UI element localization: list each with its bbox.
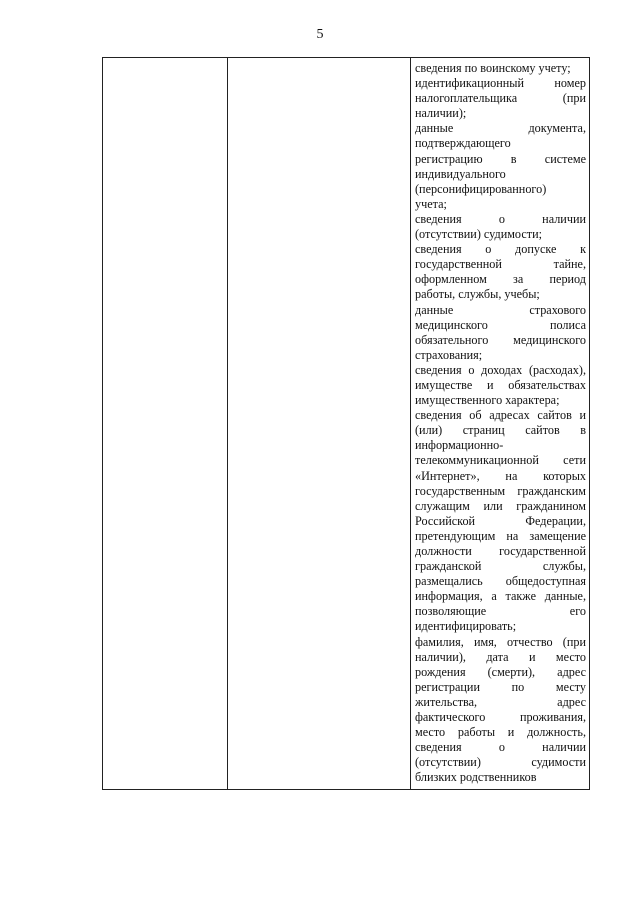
text-line: налогоплательщика (при — [415, 91, 586, 106]
text-line: жительства, адрес — [415, 694, 586, 709]
text-line: информация, а также данные, — [415, 589, 586, 604]
text-line: регистрации по месту — [415, 679, 586, 694]
text-line: (отсутствии) судимости; — [415, 227, 542, 242]
text-line: «Интернет», на которых — [415, 468, 586, 483]
text-line: обязательного медицинского — [415, 332, 586, 347]
table-column-2 — [228, 58, 411, 789]
text-line: (или) страниц сайтов в — [415, 423, 586, 438]
table-column-3 — [411, 58, 589, 789]
text-line: подтверждающего — [415, 136, 511, 151]
text-line: данные страхового — [415, 302, 586, 317]
text-line: фамилия, имя, отчество (при — [415, 634, 586, 649]
text-line: сведения о наличии — [415, 740, 586, 755]
text-line: наличии), дата и место — [415, 649, 586, 664]
text-line: сведения об адресах сайтов и — [415, 408, 586, 423]
text-line: рождения (смерти), адрес — [415, 664, 586, 679]
text-line: должности государственной — [415, 544, 586, 558]
text-line: учета; — [415, 196, 447, 211]
text-line: место работы и должность, — [415, 725, 586, 740]
text-line: претендующим на замещение — [415, 528, 586, 543]
text-line: государственной тайне, — [415, 257, 586, 272]
text-line: сведения по воинскому учету; — [415, 61, 571, 75]
text-line: гражданской службы, — [415, 559, 586, 574]
text-line: государственным гражданским — [415, 483, 586, 498]
text-line: регистрацию в системе — [415, 151, 586, 166]
text-line: сведения о доходах (расходах), — [415, 362, 586, 377]
text-line: Российской Федерации, — [415, 513, 586, 528]
text-line: данные документа, — [415, 121, 586, 136]
text-line: информационно- — [415, 438, 504, 453]
table-column-1 — [103, 58, 228, 789]
text-line: сведения о допуске к — [415, 242, 586, 257]
text-line: страхования; — [415, 347, 483, 362]
text-line: работы, службы, учебы; — [415, 287, 540, 302]
text-line: (персонифицированного) — [415, 181, 547, 196]
text-line: имущественного характера; — [415, 393, 560, 408]
data-table — [102, 57, 590, 790]
text-line: идентификационный номер — [415, 76, 586, 91]
text-line: позволяющие его — [415, 604, 586, 619]
text-line: фактического проживания, — [415, 710, 586, 725]
page-number: 5 — [316, 27, 324, 42]
text-line: оформленном за период — [415, 272, 586, 287]
text-line: размещались общедоступная — [415, 574, 586, 589]
text-line: имуществе и обязательствах — [415, 377, 586, 392]
text-line: служащим или гражданином — [415, 498, 586, 513]
text-line: индивидуального — [415, 166, 506, 181]
text-line: близких родственников — [415, 770, 537, 785]
text-line: сведения о наличии — [415, 211, 586, 226]
text-line: медицинского полиса — [415, 317, 586, 332]
text-line: идентифицировать; — [415, 619, 517, 634]
text-line: (отсутствии) судимости — [415, 755, 586, 770]
text-line: наличии); — [415, 106, 467, 121]
text-line: телекоммуникационной сети — [415, 453, 586, 468]
